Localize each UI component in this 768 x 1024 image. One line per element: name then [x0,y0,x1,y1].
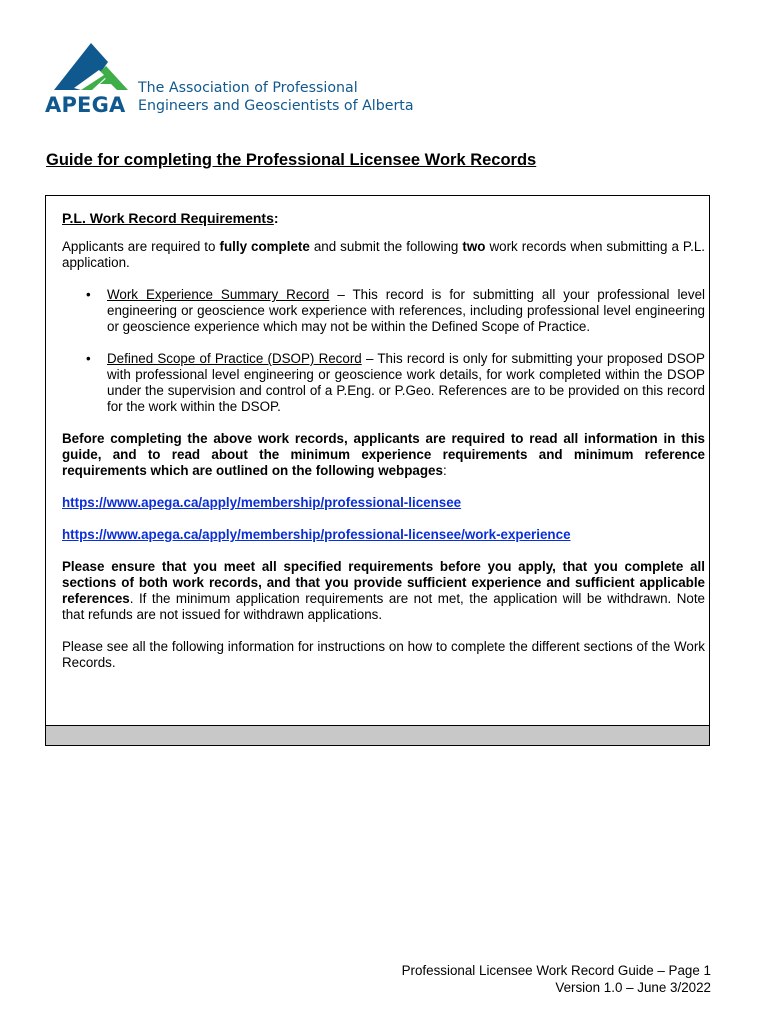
logo-org-line-1: The Association of Professional [138,80,358,96]
footer-page-label: Professional Licensee Work Record Guide – Page 1 [401,963,711,978]
record-description: – This record is only for submitting your proposed DSOP with professional level engineering or geoscience work details, for work completed within the DSOP under the supervision and control of a P.Eng. or P.Geo. References are to be provided on this record for the work within the DSOP. [107,351,705,414]
intro-paragraph: Applicants are required to fully complete and submit the following two work records when submitting a P.L. application. [62,239,705,270]
apega-logo [44,40,414,120]
footer-version-label: Version 1.0 – June 3/2022 [555,980,711,995]
record-name: Defined Scope of Practice (DSOP) Record [107,351,362,366]
professional-licensee-link[interactable]: https://www.apega.ca/apply/membership/professional-licensee [62,495,462,510]
see-all-paragraph: Please see all the following information for instructions on how to complete the different sections of the Work Records. [62,639,705,670]
record-name: Work Experience Summary Record [107,287,330,302]
bullet-icon: • [86,351,91,366]
list-item [86,287,706,335]
list-item [86,351,705,415]
record-list [62,287,705,415]
record-description: – This record is for submitting all your professional level engineering or geoscience work experience with references, including professional level engineering or geoscience experience which may not be within the Defined Scope of Practice. [107,287,706,334]
ensure-paragraph: Please ensure that you meet all specified requirements before you apply, that you complete all sections of both work records, and that you provide sufficient experience and sufficient applicable references. If the minimum application requirements are not met, the application will be withdrawn. Note that refunds are not issued for withdrawn applications. [62,559,705,622]
apega-mountain-icon [44,40,134,98]
box-footer-bar [46,725,709,745]
requirements-heading: P.L. Work Record Requirements: [62,210,279,226]
requirements-box [45,195,710,746]
page-footer [402,962,711,996]
logo-wordmark: APEGA [45,93,126,117]
bullet-icon: • [86,287,91,302]
before-paragraph: Before completing the above work records, applicants are required to read all information in this guide, and to read about the minimum experience requirements and minimum reference requirements which are outlined on the following webpages: [62,431,705,478]
requirements-content [62,210,705,671]
work-experience-link[interactable]: https://www.apega.ca/apply/membership/professional-licensee/work-experience [62,527,571,542]
logo-org-line-2: Engineers and Geoscientists of Alberta [138,98,414,114]
document-title: Guide for completing the Professional Licensee Work Records [46,151,537,169]
